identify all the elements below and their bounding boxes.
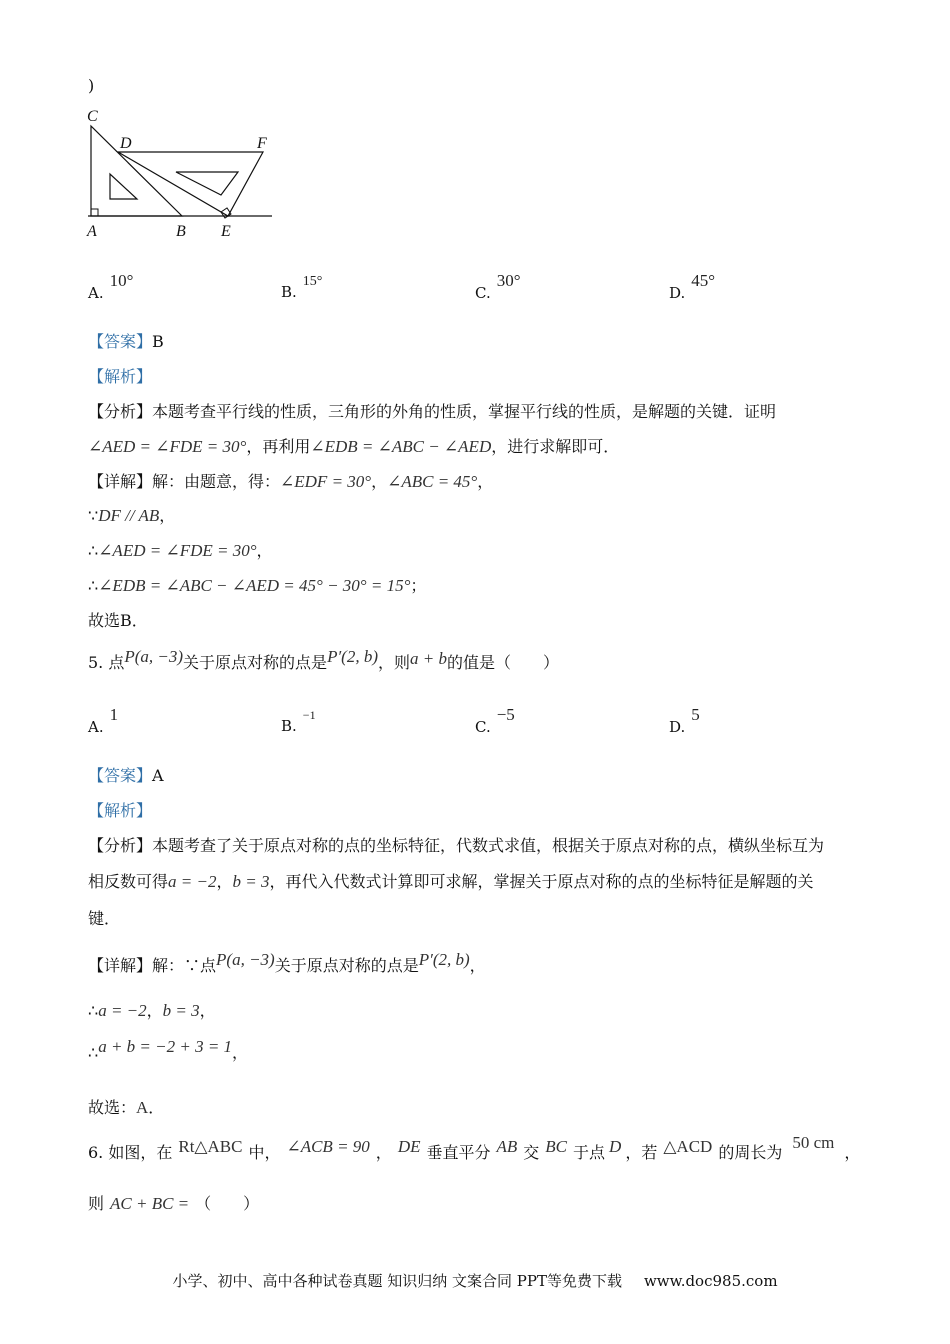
q5-therefore-1: ∴a = −2，b = 3，	[88, 1001, 216, 1020]
q4-option-a: A.10°	[88, 271, 134, 302]
q5-detail: 【详解】解：∵点P(a, −3)关于原点对称的点是P′(2, b)，	[88, 950, 486, 975]
label-b: B	[176, 223, 186, 240]
q4-choose: 故选B．	[88, 611, 148, 630]
right-angle-mark-a	[91, 209, 98, 216]
label-a: A	[87, 223, 97, 240]
q5-answer: 【答案】A	[88, 766, 164, 785]
q4-detail: 【详解】解：由题意，得：∠EDF = 30°，∠ABC = 45°，	[88, 472, 494, 491]
q5-analysis-tag: 【解析】	[88, 801, 153, 820]
question-paren-tail: )	[88, 76, 95, 95]
q5-choose: 故选：A．	[88, 1098, 165, 1117]
q4-fenxi-line2: ∠AED = ∠FDE = 30°，再利用∠EDB = ∠ABC − ∠AED，进行求解即可．	[88, 437, 620, 456]
set-square-45-hole	[110, 174, 137, 199]
q5-option-c: C.−5	[475, 705, 515, 736]
q5-option-b: B.$^{-1}$	[281, 708, 316, 735]
label-e: E	[221, 223, 231, 240]
label-f: F	[257, 135, 267, 152]
q5-option-a: A.1	[88, 705, 119, 736]
q6-stem-line2: 则 AC + BC = （ ）	[88, 1194, 260, 1213]
page-footer: 小学、初中、高中各种试卷真题 知识归纳 文案合同 PPT等免费下载 www.doc985.com	[172, 1272, 778, 1290]
q4-analysis-tag: 【解析】	[88, 367, 153, 386]
q4-option-b: B.15°	[281, 274, 323, 301]
q6-stem: 6. 如图，在 Rt△ABC 中， ∠ACB = 90 ， DE 垂直平分 AB 交 BC 于点 D ，若 △ACD 的周长为50 cm，	[88, 1133, 861, 1162]
set-square-30	[118, 152, 263, 216]
q4-option-d: D.45°	[669, 271, 716, 302]
geometry-figure	[80, 104, 280, 244]
q5-fenxi: 【分析】本题考查了关于原点对称的点的坐标特征，代数式求值，根据关于原点对称的点，横纵坐标互为	[88, 836, 825, 855]
q4-fenxi: 【分析】本题考查平行线的性质，三角形的外角的性质，掌握平行线的性质，是解题的关键．证明	[88, 402, 777, 421]
q5-stem: 5. 点P(a, −3)关于原点对称的点是P′(2, b)，则a + b的值是（ ）	[88, 647, 560, 672]
q5-fenxi-line3: 键．	[88, 909, 121, 928]
label-d: D	[120, 135, 132, 152]
q5-fenxi-line2: 相反数可得a = −2，b = 3，再代入代数式计算即可求解，掌握关于原点对称的点的坐标特征是解题的关	[88, 872, 814, 891]
label-c: C	[87, 108, 98, 125]
set-square-45	[91, 126, 182, 216]
q4-therefore-2: ∴∠EDB = ∠ABC − ∠AED = 45° − 30° = 15°；	[88, 576, 427, 595]
q4-therefore-1: ∴∠AED = ∠FDE = 30°，	[88, 541, 273, 560]
q5-therefore-2: ∴a + b = −2 + 3 = 1，	[88, 1037, 249, 1062]
footer-url[interactable]: www.doc985.com	[643, 1272, 778, 1290]
q4-option-c: C.30°	[475, 271, 521, 302]
q5-option-d: D.5	[669, 705, 700, 736]
q4-answer: 【答案】B	[88, 332, 164, 351]
q4-because: ∵DF // AB，	[88, 506, 176, 525]
